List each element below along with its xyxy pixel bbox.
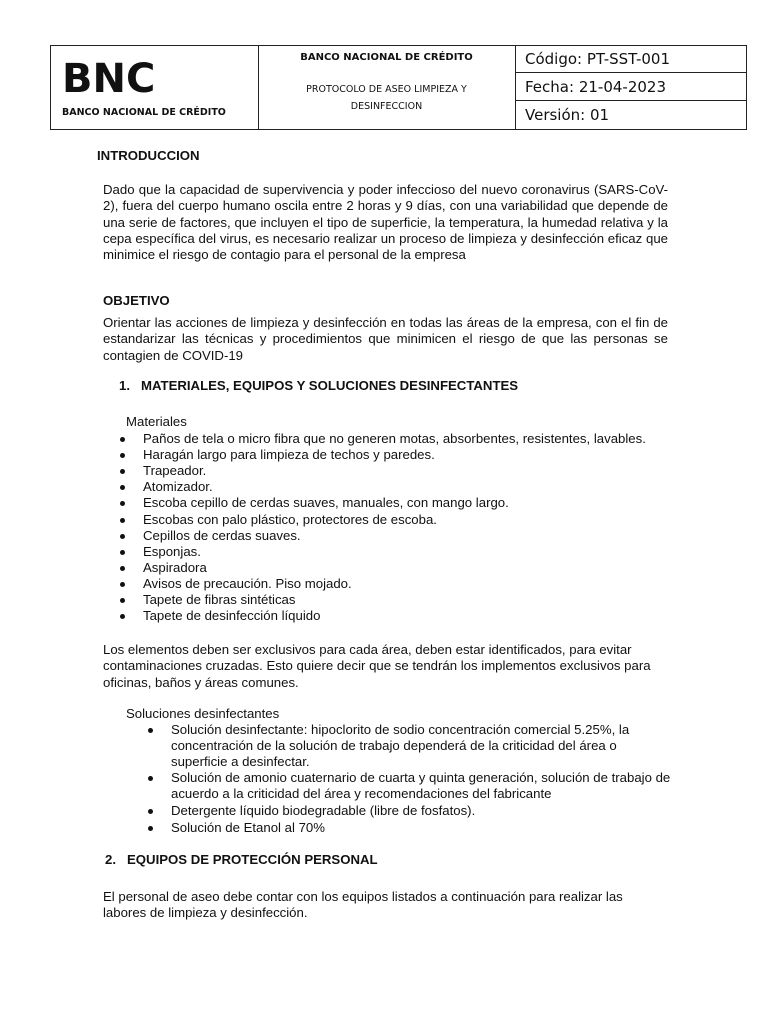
logo-subtitle: BANCO NACIONAL DE CRÉDITO bbox=[62, 107, 226, 118]
date-row bbox=[516, 74, 746, 101]
meta-cell bbox=[516, 46, 746, 129]
code-row bbox=[516, 46, 746, 73]
intro-paragraph: Dado que la capacidad de supervivencia y poder infeccioso del nuevo coronavirus (SARS-CoV-2), fuera del cuerpo humano oscila entre 2 horas y 9 días, con una variabilidad que depende de una serie de factores, que incluyen el tipo de superficie, la temperatura, la humedad relativa y la cepa específica del virus, es necesario realizar un proceso de limpieza y desinfección eficaz que minimice el riesgo de contagio para el personal de la empresa bbox=[103, 182, 668, 263]
bullet-icon bbox=[148, 809, 153, 814]
bank-name: BANCO NACIONAL DE CRÉDITO bbox=[300, 52, 473, 63]
list-item: Solución desinfectante: hipoclorito de sodio concentración comercial 5.25%, la concentración de la solución de trabajo dependerá de la criticidad del área o superficie a desinfectar. bbox=[171, 722, 630, 769]
list-item: Avisos de precaución. Piso mojado. bbox=[143, 575, 352, 591]
list-item: Trapeador. bbox=[143, 463, 207, 479]
document-header-table bbox=[50, 45, 747, 130]
bullet-icon bbox=[148, 776, 153, 781]
objective-heading: OBJETIVO bbox=[103, 293, 170, 308]
intro-heading: INTRODUCCION bbox=[97, 148, 200, 163]
bullet-icon bbox=[120, 534, 125, 539]
list-item: Escobas con palo plástico, protectores de escoba. bbox=[143, 511, 437, 527]
date-label: Fecha: bbox=[525, 78, 575, 96]
list-item: Detergente líquido biodegradable (libre de fosfatos). bbox=[171, 803, 476, 818]
list-item: Escoba cepillo de cerdas suaves, manuales, con mango largo. bbox=[143, 495, 509, 511]
bullet-icon bbox=[120, 566, 125, 571]
bullet-icon bbox=[148, 728, 153, 733]
bullet-icon bbox=[120, 582, 125, 587]
objective-paragraph: Orientar las acciones de limpieza y desinfección en todas las áreas de la empresa, con el fin de estandarizar las técnicas y procedimientos que minimicen el riesgo de que las personas se contagien de COVID-19 bbox=[103, 315, 668, 363]
section2-paragraph: El personal de aseo debe contar con los equipos listados a continuación para realizar las labores de limpieza y desinfección. bbox=[103, 889, 623, 921]
list-item: Cepillos de cerdas suaves. bbox=[143, 527, 301, 543]
list-item: Atomizador. bbox=[143, 479, 213, 495]
code-label: Código: bbox=[525, 50, 583, 68]
version-label: Versión: bbox=[525, 106, 586, 124]
bullet-icon bbox=[120, 614, 125, 619]
bullet-icon bbox=[120, 501, 125, 506]
bullet-icon bbox=[120, 469, 125, 474]
list-item: Solución de amonio cuaternario de cuarta y quinta generación, solución de trabajo de acuerdo a la criticidad del área y recomendaciones del fabricante bbox=[171, 770, 671, 801]
list-item: Solución de Etanol al 70% bbox=[171, 820, 325, 835]
bullet-icon bbox=[120, 598, 125, 603]
bullet-icon bbox=[148, 826, 153, 831]
title-cell bbox=[258, 46, 516, 129]
bnc-logo: BNC bbox=[62, 56, 156, 102]
elements-paragraph: Los elementos deben ser exclusivos para cada área, deben estar identificados, para evitar contaminaciones cruzadas. Esto quiere decir que se tendrán los implementos exclusivos para oficinas, baños y áreas comunes. bbox=[103, 642, 651, 690]
list-item: Tapete de fibras sintéticas bbox=[143, 592, 296, 607]
section1-heading: 1. MATERIALES, EQUIPOS Y SOLUCIONES DESINFECTANTES bbox=[119, 378, 519, 393]
version-value: 01 bbox=[590, 106, 610, 124]
bullet-icon bbox=[120, 453, 125, 458]
protocol-title: PROTOCOLO DE ASEO LIMPIEZA Y DESINFECCION bbox=[306, 84, 467, 112]
materials-label: Materiales bbox=[126, 414, 187, 429]
list-item: Aspiradora bbox=[143, 559, 207, 575]
code-value: PT-SST-001 bbox=[586, 50, 670, 68]
bullet-icon bbox=[120, 550, 125, 555]
bullet-icon bbox=[120, 518, 125, 523]
bullet-icon bbox=[120, 437, 125, 442]
solutions-label: Soluciones desinfectantes bbox=[126, 706, 280, 721]
version-row bbox=[516, 102, 746, 129]
date-value: 21-04-2023 bbox=[578, 78, 667, 96]
list-item: Haragán largo para limpieza de techos y paredes. bbox=[143, 447, 435, 463]
logo-cell bbox=[51, 46, 259, 129]
section2-heading: 2. EQUIPOS DE PROTECCIÓN PERSONAL bbox=[105, 852, 378, 867]
list-item: Paños de tela o micro fibra que no generen motas, absorbentes, resistentes, lavables. bbox=[143, 431, 646, 446]
list-item: Esponjas. bbox=[143, 543, 201, 559]
list-item: Tapete de desinfección líquido bbox=[143, 608, 321, 624]
bullet-icon bbox=[120, 485, 125, 490]
